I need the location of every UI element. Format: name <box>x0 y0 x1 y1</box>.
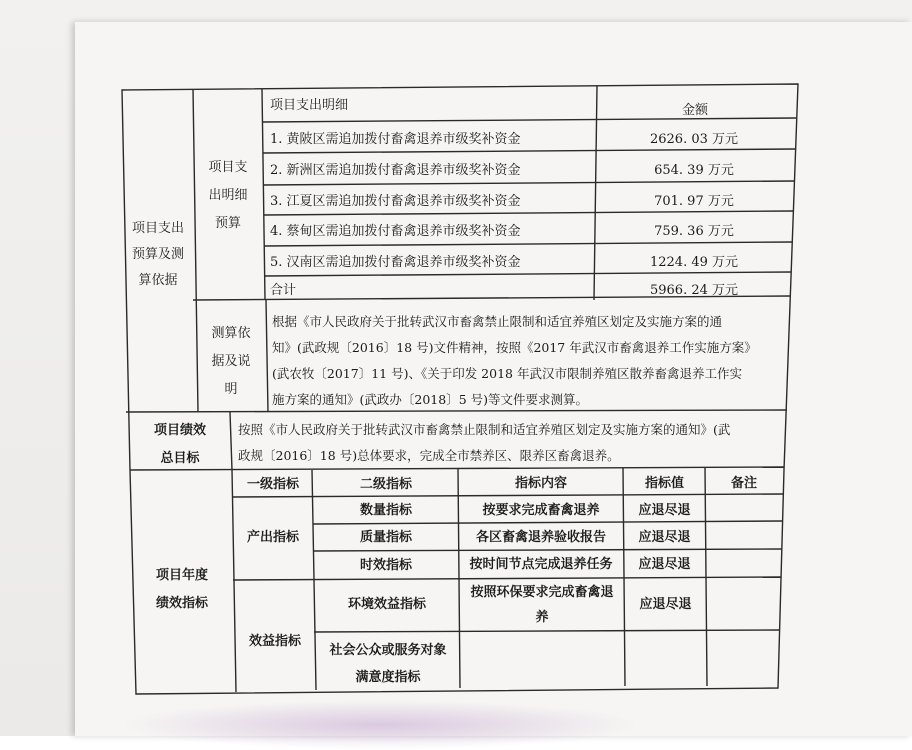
budget-label-3: 算依据 <box>138 273 178 288</box>
header-level2: 二级指标 <box>359 477 412 492</box>
row-item: 5. 汉南区需追加拨付畜禽退养市级奖补资金 <box>270 255 521 270</box>
goal-text-line: 政规〔2016〕18 号)总体要求，完成全市禁养区、限养区畜禽退养。 <box>238 448 620 463</box>
basis-label-3: 明 <box>224 382 238 397</box>
header-amount: 金额 <box>681 103 708 118</box>
indicator-level2: 时效指标 <box>359 558 412 573</box>
total-amount: 5966. 24 万元 <box>649 283 739 298</box>
row-amount: 759. 36 万元 <box>654 224 734 239</box>
basis-text-line: 知》(武政规〔2016〕18 号)文件精神，按照《2017 年武汉市畜禽退养工作实施方案》 <box>272 340 757 355</box>
env-content-line: 按照环保要求完成畜禽退 <box>470 585 614 600</box>
goal-label-1: 项目绩效 <box>153 423 206 438</box>
row-item: 1. 黄陂区需追加拨付畜禽退养市级奖补资金 <box>270 132 521 147</box>
basis-text-line: 施方案的通知》(武政办〔2018〕5 号)等文件要求测算。 <box>272 392 588 407</box>
basis-label-1: 测算依 <box>211 326 251 341</box>
env-content-line: 养 <box>535 610 549 625</box>
goal-label-2: 总目标 <box>160 451 200 466</box>
row-item: 2. 新洲区需追加拨付畜禽退养市级奖补资金 <box>270 163 521 178</box>
detail-label-3: 预算 <box>214 216 241 231</box>
indicator-value: 应退尽退 <box>638 503 691 518</box>
social-level2-line: 满意度指标 <box>355 670 421 685</box>
budget-label-1: 项目支出 <box>131 221 184 236</box>
basis-label-2: 据及说 <box>211 354 251 369</box>
detail-label-1: 项目支 <box>208 160 248 175</box>
total-label: 合计 <box>270 283 297 298</box>
indicator-level2: 质量指标 <box>359 530 412 545</box>
indicators-label-1: 项目年度 <box>155 568 208 583</box>
env-value: 应退尽退 <box>639 597 692 612</box>
indicator-value: 应退尽退 <box>638 557 691 572</box>
indicator-level2: 数量指标 <box>359 503 412 518</box>
social-level2-line: 社会公众或服务对象 <box>329 643 447 658</box>
indicator-value: 应退尽退 <box>638 530 691 545</box>
basis-text-line: 根据《市人民政府关于批转武汉市畜禽禁止限制和适宜养殖区划定及实施方案的通 <box>272 314 723 329</box>
basis-text-line: (武农牧〔2017〕11 号)、《关于印发 2018 年武汉市限制养殖区散养畜禽退养工作实 <box>272 366 742 381</box>
goal-text-line: 按照《市人民政府关于批转武汉市畜禽禁止限制和适宜养殖区划定及实施方案的通知》(武 <box>238 422 731 437</box>
detail-label-2: 出明细 <box>208 188 248 203</box>
row-amount: 654. 39 万元 <box>654 163 734 178</box>
budget-label-2: 预算及测 <box>131 247 184 262</box>
row-item: 3. 江夏区需追加拨付畜禽退养市级奖补资金 <box>270 194 521 209</box>
indicator-content: 各区畜禽退养验收报告 <box>475 530 606 545</box>
benefit-label: 效益指标 <box>248 634 301 649</box>
header-note: 备注 <box>730 476 757 491</box>
output-label: 产出指标 <box>246 530 299 545</box>
env-level2: 环境效益指标 <box>347 597 426 612</box>
header-level1: 一级指标 <box>246 477 299 492</box>
header-item: 项目支出明细 <box>270 98 349 113</box>
row-amount: 2626. 03 万元 <box>649 132 739 147</box>
header-value: 指标值 <box>644 476 684 491</box>
row-amount: 1224. 49 万元 <box>649 255 739 270</box>
indicator-content: 按时间节点完成退养任务 <box>469 557 613 572</box>
indicators-label-2: 绩效指标 <box>155 596 208 611</box>
header-content: 指标内容 <box>514 476 567 491</box>
indicator-content: 按要求完成畜禽退养 <box>482 503 600 518</box>
row-amount: 701. 97 万元 <box>654 194 734 209</box>
row-item: 4. 蔡甸区需追加拨付畜禽退养市级奖补资金 <box>270 224 521 239</box>
